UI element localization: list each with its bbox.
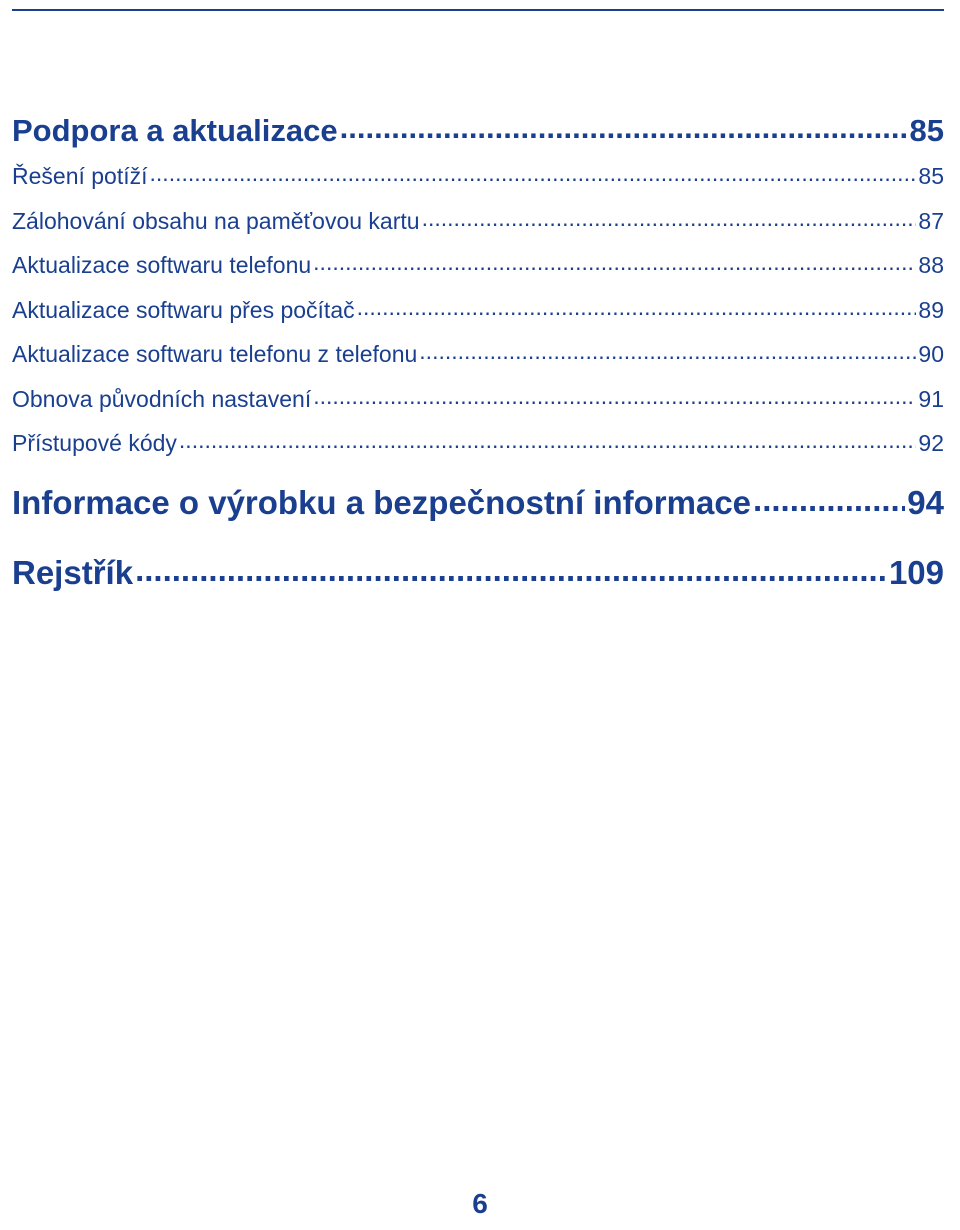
dot-leader [179,418,916,463]
toc-entry-product-info[interactable] [12,472,944,534]
toc-entry-update-via-pc[interactable] [12,288,944,333]
toc-entry-title: Aktualizace softwaru telefonu z telefonu [12,341,418,367]
toc-entry-page: 91 [918,385,944,412]
dot-leader [753,469,905,531]
dot-leader [419,329,916,374]
toc-entry-page: 88 [918,252,944,278]
toc-entry-access-codes[interactable] [12,421,944,466]
dot-leader [150,151,917,196]
toc-entry-title: Informace o výrobku a bezpečnostní informace [12,483,752,521]
toc-entry-title: Podpora a aktualizace [12,113,338,148]
toc-entry-page: 85 [918,163,944,189]
toc-entry-support[interactable] [12,108,944,154]
toc-entry-page: 90 [918,341,944,367]
toc-entry-index[interactable] [12,540,944,606]
dot-leader [422,196,917,241]
toc-entry-title: Řešení potíží [12,163,148,189]
toc-entry-page: 89 [918,296,944,323]
toc-entry-page: 94 [907,483,944,521]
toc-entry-title: Aktualizace softwaru přes počítač [12,296,355,323]
toc-entry-title: Rejstřík [12,553,134,591]
dot-leader [313,240,916,285]
toc-entry-page: 92 [918,430,944,456]
dot-leader [313,374,916,419]
toc-entry-restore-settings[interactable] [12,377,944,422]
dot-leader [135,537,887,603]
toc-entry-update-from-phone[interactable] [12,332,944,377]
table-of-contents [12,108,944,606]
toc-entry-title: Zálohování obsahu na paměťovou kartu [12,207,420,234]
toc-entry-page: 87 [918,207,944,234]
toc-entry-backup[interactable] [12,199,944,244]
toc-entry-software-update[interactable] [12,243,944,288]
toc-entry-title: Přístupové kódy [12,430,177,456]
top-rule [12,9,944,11]
toc-entry-page: 85 [909,113,944,148]
toc-entry-title: Aktualizace softwaru telefonu [12,252,312,278]
page-number: 6 [472,1188,488,1219]
toc-entry-page: 109 [888,553,944,591]
dot-leader [340,105,908,151]
toc-entry-troubleshooting[interactable] [12,154,944,199]
toc-entry-title: Obnova původních nastavení [12,385,312,412]
dot-leader [357,285,917,330]
